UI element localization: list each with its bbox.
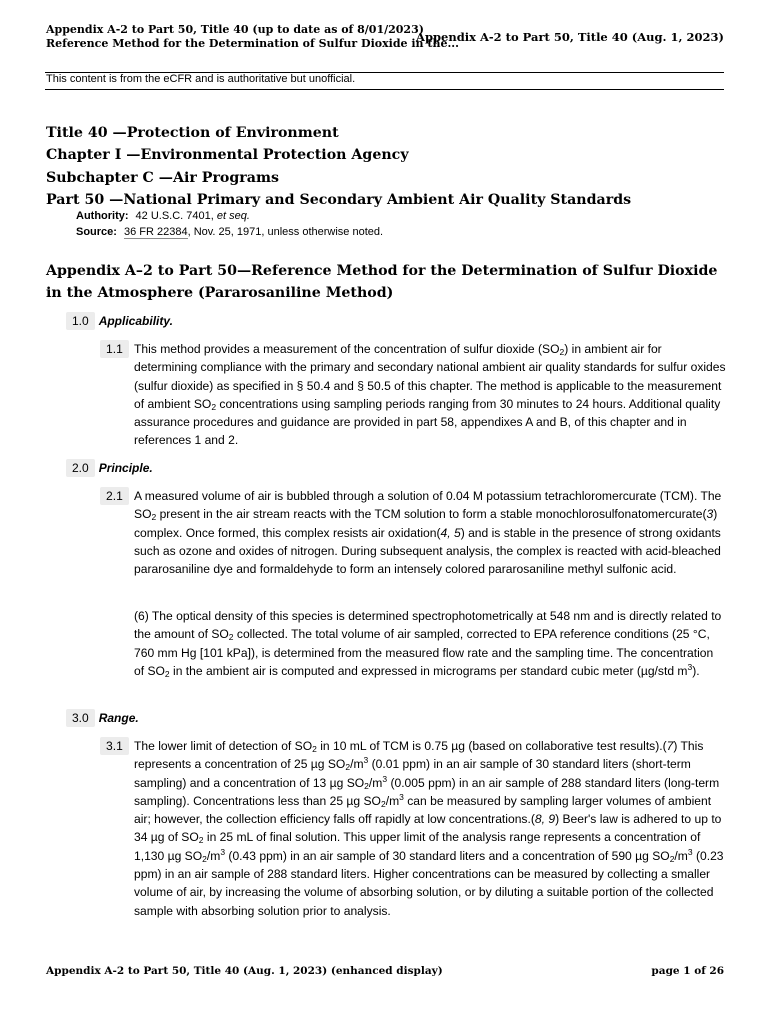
- appendix-title: Appendix A–2 to Part 50—Reference Method for the Determination of Sulfur Dioxide in the Atmosphere (Pararosaniline Method): [46, 263, 718, 301]
- subscript: 2: [228, 632, 234, 643]
- header-left-line2: Reference Method for the Determination of Sulfur Dioxide in the...: [46, 37, 459, 50]
- subscript: 2: [312, 744, 317, 754]
- paragraph-2-1: [100, 487, 726, 578]
- header-left-line1: Appendix A-2 to Part 50, Title 40 (up to date as of 8/01/2023): [46, 23, 424, 36]
- text-run: ).: [692, 663, 700, 678]
- section-number: 2.0: [66, 459, 95, 477]
- authority-value-italic: et seq.: [216, 210, 250, 222]
- subscript: 2: [211, 401, 217, 412]
- footer-left: Appendix A-2 to Part 50, Title 40 (Aug. 1, 2023) (enhanced display): [46, 965, 443, 977]
- text-run: concentrations using sampling periods ranging from 30 minutes to 24 hours. Additional quality assurance procedures and guidance are provided in part 58, appendixes A and B, of this chapter and in references 1 and 2.: [134, 396, 721, 448]
- reference-citation: 3: [706, 507, 714, 522]
- authority-source-block: [76, 209, 383, 240]
- superscript: 3: [687, 846, 693, 857]
- superscript: 3: [220, 846, 226, 857]
- reference-citation: 8, 9: [534, 812, 556, 827]
- text-run: /m: [674, 848, 688, 863]
- section-heading-range: [66, 709, 139, 727]
- text-run: present in the air stream reacts with the TCM solution to form a stable monochlorosulfonatomercurate(: [156, 507, 707, 522]
- superscript: 3: [382, 773, 388, 784]
- source-fr-link[interactable]: 36 FR 22384: [123, 225, 188, 238]
- title-heading: Title 40 —Protection of Environment: [46, 125, 339, 141]
- paragraph-number: 3.1: [100, 737, 129, 755]
- paragraph-3-1: [100, 737, 726, 920]
- reference-citation: 4, 5: [440, 525, 461, 540]
- text-run: /m: [368, 775, 383, 790]
- page-header: [0, 0, 768, 56]
- subscript: 2: [559, 347, 565, 357]
- text-run: /m: [350, 757, 364, 772]
- text-run: ) and is stable in the presence of strong oxidants such as ozone and oxides of nitrogen. During subsequent analysis, the complex is reacted with acid-bleached pararosaniline dye and formaldehyde to form an intensely colored pararosaniline methyl sulfonic acid.: [134, 525, 721, 577]
- source-rest: , Nov. 25, 1971, unless otherwise noted.: [187, 225, 384, 238]
- text-run: can be measured by sampling larger volumes of ambient air; however, the collection efficiency falls off rapidly at low concentrations.(: [134, 793, 712, 827]
- header-left: [46, 23, 459, 51]
- text-run: This method provides a measurement of the concentration of sulfur dioxide (SO: [134, 342, 560, 356]
- text-run: in 25 mL of final solution. This upper limit of the analysis range represents a concentration of 1,130 µg SO: [134, 830, 701, 863]
- text-run: A measured volume of air is bubbled through a solution of 0.04 M potassium tetrachloromercurate (TCM). The SO: [134, 489, 722, 522]
- text-run: collected. The total volume of air sampled, corrected to EPA reference conditions (25 °C, 760 mm Hg [101 kPa]), is determined from the measured flow rate and the sampling time. The concentration of SO: [134, 627, 714, 678]
- ecfr-notice: This content is from the eCFR and is authoritative but unofficial.: [46, 73, 356, 85]
- text-run: ) complex. Once formed, this complex resists air oxidation(: [134, 507, 718, 540]
- subscript: 2: [669, 853, 675, 864]
- text-run: /m: [385, 793, 400, 808]
- source-line: [76, 225, 383, 241]
- superscript: 3: [363, 755, 369, 766]
- subchapter-heading: Subchapter C —Air Programs: [46, 169, 279, 186]
- section-number: 1.0: [66, 312, 95, 330]
- text-run: The lower limit of detection of SO: [134, 739, 313, 753]
- paragraph-number: 1.1: [100, 340, 129, 358]
- authority-value: 42 U.S.C. 7401,: [135, 210, 214, 222]
- subscript: 2: [380, 798, 386, 809]
- source-label: Source:: [76, 225, 117, 238]
- reference-citation: 7: [666, 739, 674, 753]
- section-heading-principle: [66, 459, 153, 477]
- authority-line: [76, 209, 383, 225]
- subscript: 2: [164, 668, 170, 679]
- section-number: 3.0: [66, 709, 95, 727]
- text-run: in the ambient air is computed and expressed in micrograms per standard cubic meter (µg/std m: [169, 663, 688, 678]
- subscript: 2: [345, 762, 351, 773]
- text-run: (0.005 ppm) in an air sample of 288 standard liters (long-term sampling). Concentrations less than 25 µg SO: [134, 775, 720, 808]
- part-heading: Part 50 —National Primary and Secondary Ambient Air Quality Standards: [46, 192, 632, 209]
- page-number: page 1 of 26: [651, 965, 724, 977]
- paragraph-2-1-continued: [134, 607, 726, 680]
- text-run: (0.23 ppm) in an air sample of 288 standard liters. Higher concentrations can be measured by collecting a smaller volume of air, by increasing the volume of absorbing solution, or by diluting a suitable portion of the collected sample with absorbing solution prior to analysis.: [134, 848, 724, 918]
- section-title: Range.: [98, 711, 139, 725]
- text-run: (0.01 ppm) in an air sample of 30 standard liters (short-term sampling) and a concentration of 13 µg SO: [134, 757, 691, 790]
- paragraph-text: [134, 737, 726, 920]
- paragraph-1-1: [100, 340, 726, 450]
- text-run: ) This represents a concentration of 25 µg SO: [134, 739, 704, 772]
- text-run: ) in ambient air for determining compliance with the primary and secondary national ambient air quality standards for sulfur oxides (sulfur dioxide) as specified in § 50.4 and § 50.5 of this chapter. The method is applicable to the measurement of ambient SO: [134, 342, 726, 411]
- subscript: 2: [198, 835, 204, 846]
- header-right: Appendix A-2 to Part 50, Title 40 (Aug. 1, 2023): [416, 30, 724, 44]
- section-title: Principle.: [98, 461, 153, 475]
- section-title: Applicability.: [98, 314, 173, 328]
- title-hierarchy: [46, 122, 726, 212]
- subscript: 2: [364, 780, 369, 791]
- superscript: 3: [687, 661, 693, 672]
- text-run: (6) The optical density of this species is determined spectrophotometrically at 548 nm and is directly related to the amount of SO: [134, 609, 722, 642]
- superscript: 3: [399, 791, 404, 802]
- chapter-heading: Chapter I —Environmental Protection Agency: [46, 147, 409, 164]
- text-run: (0.43 ppm) in an air sample of 30 standard liters and a concentration of 590 µg SO: [225, 848, 670, 863]
- section-heading-applicability: [66, 312, 173, 330]
- paragraph-number: 2.1: [100, 487, 129, 505]
- subscript: 2: [202, 853, 207, 864]
- text-run: in 10 mL of TCM is 0.75 µg (based on collaborative test results).(: [316, 739, 667, 753]
- subscript: 2: [151, 512, 157, 523]
- text-run: ) Beer's law is adhered to up to 34 µg of SO: [134, 812, 722, 845]
- text-run: /m: [206, 848, 221, 863]
- authority-label: Authority:: [76, 210, 129, 222]
- paragraph-text: [134, 487, 726, 578]
- paragraph-text: [134, 340, 726, 450]
- notice-rule: [45, 89, 724, 90]
